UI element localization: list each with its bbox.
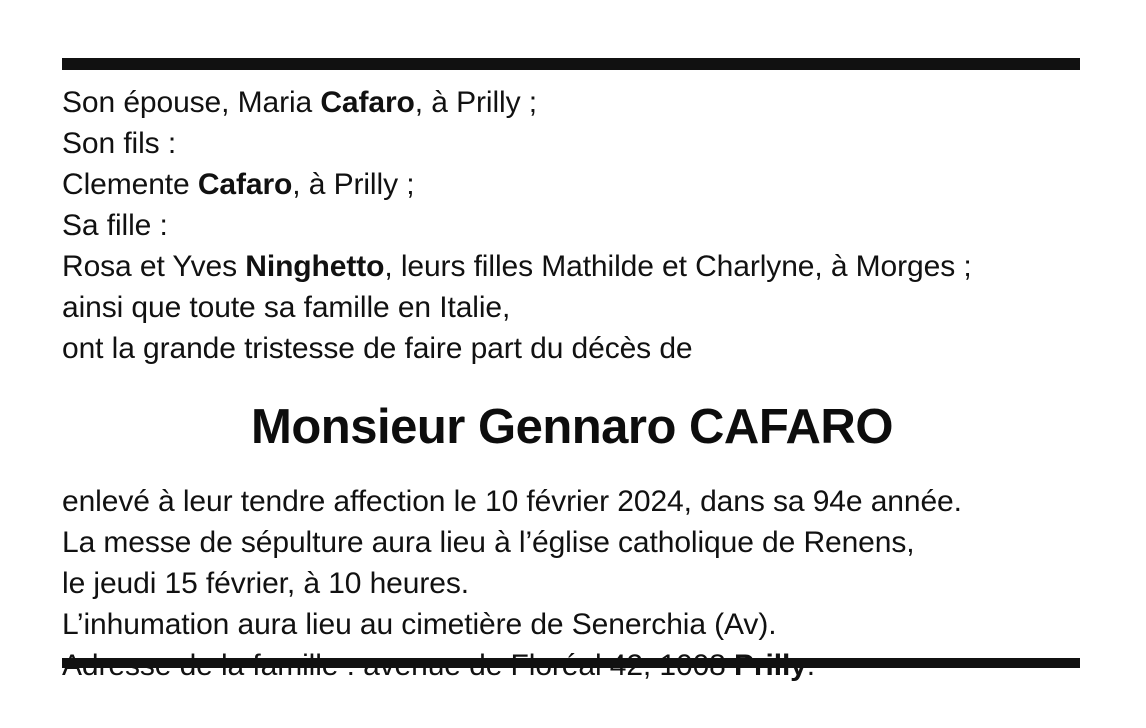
detail-lines: [62, 481, 1082, 686]
notice-line: [62, 164, 1082, 205]
plain-text: , leurs filles Mathilde et Charlyne, à Morges ;: [384, 250, 972, 283]
notice-line: [62, 522, 1082, 563]
plain-text: Son fils :: [62, 127, 177, 160]
emphasized-text: Ninghetto: [245, 250, 385, 283]
notice-line: [62, 481, 1082, 522]
plain-text: , à Prilly ;: [414, 86, 537, 119]
plain-text: ont la grande tristesse de faire part du décès de: [62, 332, 693, 365]
notice-body: [62, 82, 1082, 686]
plain-text: La messe de sépulture aura lieu à l’église catholique de Renens,: [62, 526, 915, 559]
notice-line: [62, 563, 1082, 604]
bottom-divider-rule: [62, 658, 1080, 668]
notice-line: [62, 82, 1082, 123]
plain-text: Clemente: [62, 168, 198, 201]
plain-text: Son épouse, Maria: [62, 86, 321, 119]
plain-text: Sa fille :: [62, 209, 168, 242]
deceased-name: Monsieur Gennaro CAFARO: [251, 400, 893, 454]
plain-text: le jeudi 15 février, à 10 heures.: [62, 567, 469, 600]
emphasized-text: Cafaro: [320, 86, 415, 119]
notice-line: [62, 123, 1082, 164]
intro-lines: [62, 82, 1082, 369]
notice-line: [62, 604, 1082, 645]
notice-line: [62, 328, 1082, 369]
plain-text: L’inhumation aura lieu au cimetière de Senerchia (Av).: [62, 608, 777, 641]
emphasized-text: Cafaro: [197, 168, 293, 201]
plain-text: , à Prilly ;: [292, 168, 415, 201]
top-divider-rule: [62, 58, 1080, 70]
notice-line: [62, 205, 1082, 246]
notice-line: [62, 246, 1082, 287]
plain-text: enlevé à leur tendre affection le 10 février 2024, dans sa 94e année.: [62, 485, 962, 518]
notice-line: [62, 287, 1082, 328]
plain-text: Rosa et Yves: [62, 250, 246, 283]
plain-text: ainsi que toute sa famille en Italie,: [62, 291, 511, 324]
